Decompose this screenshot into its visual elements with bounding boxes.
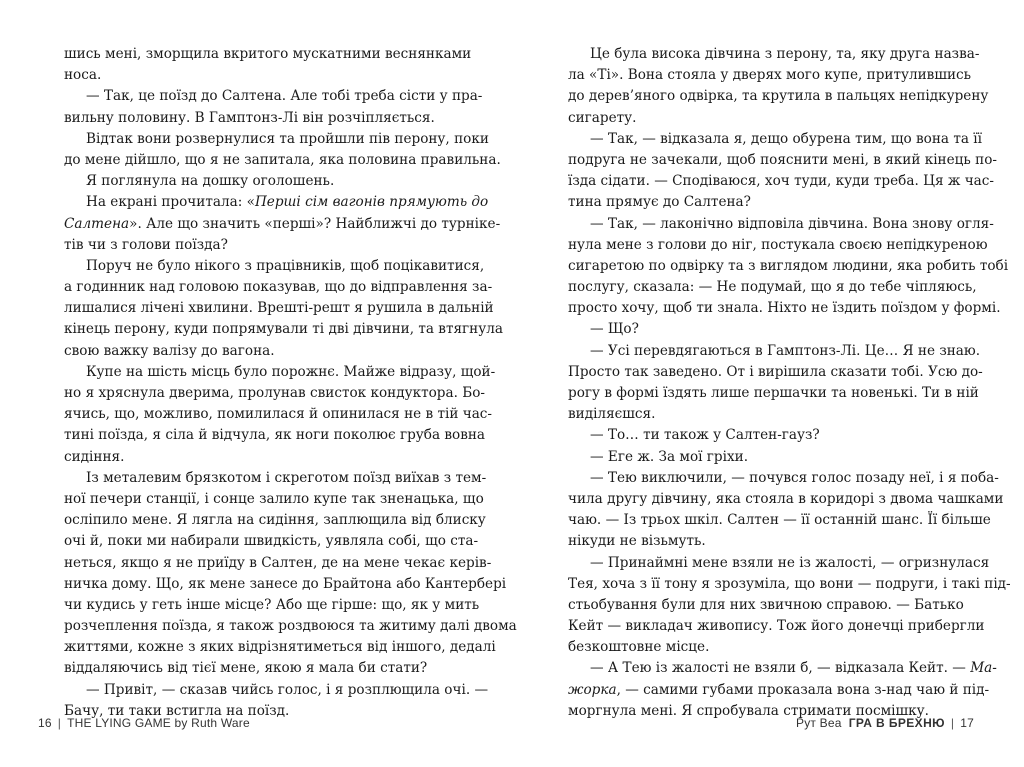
text-line: тів чи з голови поїзда? [64, 236, 228, 253]
text-line: до дерев’яного одвірка, та крутила в пальцях непідкурену [568, 88, 989, 105]
text-line: ничка дому. Що, як мене занесе до Брайтона або Кантербері [64, 575, 507, 592]
text-line: вильну половину. В Гамптонз-Лі він розчіпляється. [64, 109, 435, 126]
text-line: Це була висока дівчина з перону, та, яку друга назва- [590, 46, 980, 62]
right-running-title: ГРА В БРЕХНЮ [848, 716, 945, 730]
text-line: Поруч не було нікого з працівників, щоб поцікавитися, [86, 257, 485, 274]
text-line: безкоштовне місце. [568, 639, 710, 656]
text-line: — А Тею із жалості не взяли б, — відказала Кейт. — Ма- [590, 660, 997, 677]
text-line: ячись, що, можливо, помилилася й опинилася не в тій час- [64, 406, 493, 423]
text-line: Я поглянула на дошку оголошень. [86, 173, 335, 190]
text-line: — Що? [590, 321, 639, 338]
text-line: — Так, — лаконічно відповіла дівчина. Вона знову огля- [590, 215, 994, 232]
text-line: виділяєшся. [568, 406, 656, 423]
text-line: носа. [64, 67, 102, 84]
text-line: очі й, поки ми набирали швидкість, уявляла собі, що ста- [64, 533, 479, 550]
text-line: їзда сідати. — Сподіваюся, хоч туди, куди треба. Ця ж час- [568, 173, 994, 190]
text-line: Відтак вони розвернулися та пройшли пів перону, поки [86, 130, 489, 147]
text-line: Салтена». Але що значить «перші»? Найближчі до турніке- [64, 215, 501, 232]
right-page [568, 44, 1011, 722]
text-line: неться, якщо я не приїду в Салтен, де на мене чекає керів- [64, 554, 492, 571]
text-line: — Принаймні мене взяли не із жалості, — огризнулася [590, 554, 990, 571]
text-line: життями, кожне з яких відрізнятиметься від іншого, дедалі [64, 639, 496, 656]
text-line: — Привіт, — сказав чийсь голос, і я розплющила очі. — [86, 681, 489, 698]
text-line: сигарету. [568, 109, 637, 126]
left-footer [38, 716, 250, 730]
text-line: — Усі перевдягаються в Гамптонз-Лі. Це… Я не знаю. [590, 342, 981, 359]
left-running-head: THE LYING GAME by Ruth Ware [67, 716, 250, 730]
text-line: Бачу, ти таки встигла на поїзд. [64, 702, 290, 719]
text-line: моргнула мені. Я спробувала стримати посмішку. [568, 702, 929, 719]
text-line: свою важку валізу до вагона. [64, 342, 275, 359]
text-line: но я хряснула дверима, пролунав свисток кондуктора. Бо- [64, 385, 485, 401]
text-line: чила другу дівчину, яка стояла в коридорі з двома чашками [568, 490, 1004, 507]
text-line: а годинник над головою показував, що до відправлення за- [64, 279, 493, 296]
text-line: сигаретою по одвірку та з виглядом людини, яка робить тобі [568, 257, 1009, 274]
text-line: просто хочу, щоб ти знала. Ніхто не їздить поїздом у формі. [568, 300, 1001, 317]
text-line: нула мене з голови до ніг, постукала своєю непідкуреною [568, 236, 988, 253]
text-line: осліпило мене. Я лягла на сидіння, заплющила від блиску [64, 512, 486, 529]
text-line: — Так, — відказала я, дещо обурена тим, що вона та її [590, 130, 982, 147]
text-line: рогу в формі їздять лише першачки та новенькі. Ти в ній [568, 385, 979, 401]
text-line: жорка, — самими губами проказала вона з-над чаю й під- [568, 681, 990, 698]
text-line: стьобування були для них звичною справою. — Батько [568, 596, 964, 613]
text-line: Кейт — викладач живопису. Тож його донечці прибергли [568, 618, 985, 635]
text-line: нікуди не візьмуть. [568, 533, 706, 550]
text-line: — Так, це поїзд до Салтена. Але тобі треба сісти у пра- [86, 88, 483, 105]
text-line: шись мені, зморщила вкритого мускатними веснянками [64, 46, 472, 62]
text-line: віддаляючись від тієї мене, якою я мала би стати? [64, 660, 428, 677]
text-line: На екрані прочитала: «Перші сім вагонів прямують до [86, 194, 489, 211]
text-line: Тея, хоча з її тону я зрозуміла, що вони — подруги, і такі під- [568, 575, 1011, 592]
text-line: — То… ти також у Салтен-гауз? [590, 427, 820, 444]
left-page-number: 16 [38, 716, 52, 730]
text-line: Купе на шість місць було порожнє. Майже відразу, щой- [86, 363, 496, 380]
text-line: подруга не зачекали, щоб пояснити мені, в який кінець по- [568, 151, 997, 168]
text-line: кінець перону, куди попрямували ті дві дівчини, та втягнула [64, 321, 503, 338]
right-footer [796, 716, 974, 730]
right-page-number: 17 [960, 716, 974, 730]
text-line: ла «Ті». Вона стояла у дверях мого купе, притулившись [568, 67, 972, 84]
left-footer-separator: | [57, 716, 62, 730]
text-line: чи кудись у геть інше місце? Або ще гірше: що, як у мить [64, 596, 480, 613]
text-line: розчеплення поїзда, я також роздвоюся та житиму далі двома [64, 618, 517, 635]
text-line: — Еге ж. За мої гріхи. [590, 448, 749, 465]
right-footer-separator: | [950, 716, 955, 730]
text-line: тині поїзда, я сіла й відчула, як ноги поколює груба вовна [64, 427, 486, 444]
right-running-author: Рут Веа [796, 716, 842, 730]
text-line: послугу, сказала: — Не подумай, що я до тебе чіпляюсь, [568, 279, 977, 296]
text-line: чаю. — Із трьох шкіл. Салтен — її останній шанс. Її більше [568, 512, 991, 529]
text-line: тина прямує до Салтена? [568, 194, 751, 211]
left-page [64, 44, 517, 722]
text-line: до мене дійшло, що я не запитала, яка половина правильна. [64, 151, 501, 168]
text-line: Просто так заведено. От і вирішила сказати тобі. Усю до- [568, 363, 983, 380]
text-line: сидіння. [64, 448, 125, 465]
text-line: — Тею виключили, — почувся голос позаду неї, і я поба- [590, 469, 999, 486]
text-line: Із металевим брязкотом і скреготом поїзд виїхав з тем- [86, 469, 487, 486]
text-line: лишалися лічені хвилини. Врешті-решт я рушила в дальній [64, 300, 494, 317]
text-line: ної печери станції, і сонце залило купе так зненацька, що [64, 490, 484, 507]
